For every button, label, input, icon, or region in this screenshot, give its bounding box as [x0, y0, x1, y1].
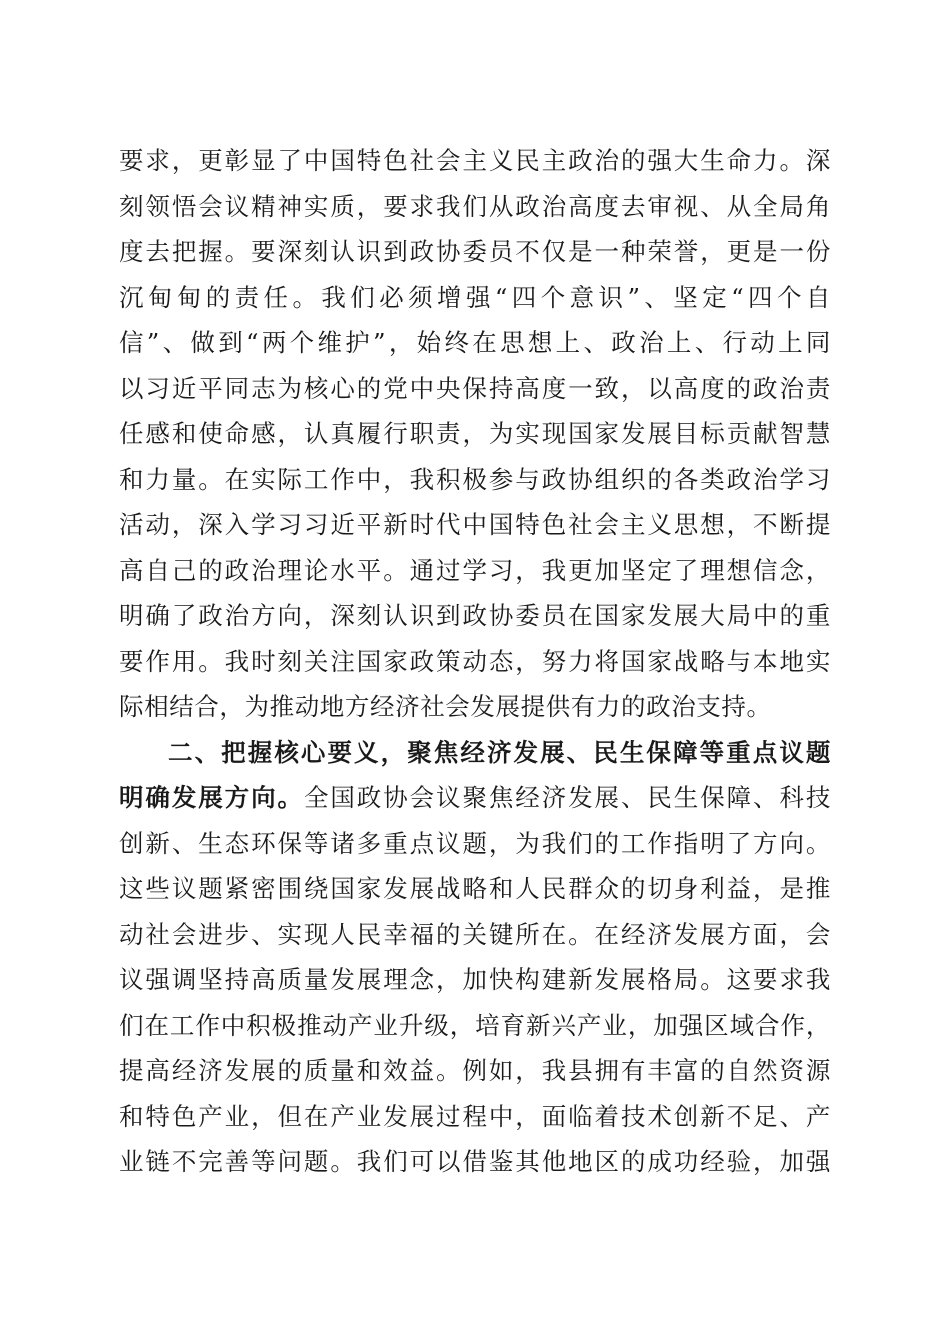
text-line: 和特色产业，但在产业发展过程中，面临着技术创新不足、产 — [119, 1101, 831, 1131]
text-line: 以习近平同志为核心的党中央保持高度一致，以高度的政治责 — [119, 373, 831, 403]
paragraph-2 — [119, 730, 831, 1185]
text-line: 们在工作中积极推动产业升级，培育新兴产业，加强区域合作， — [119, 1010, 831, 1040]
paragraph-1 — [119, 138, 831, 730]
text-line: 刻领悟会议精神实质，要求我们从政治高度去审视、从全局角 — [119, 191, 831, 221]
text-line: 度去把握。要深刻认识到政协委员不仅是一种荣誉，更是一份 — [119, 237, 831, 266]
text-line: 要求，更彰显了中国特色社会主义民主政治的强大生命力。深 — [119, 146, 831, 175]
text-line: 议强调坚持高质量发展理念，加快构建新发展格局。这要求我 — [119, 965, 831, 994]
text-line: 明确了政治方向，深刻认识到政协委员在国家发展大局中的重 — [119, 601, 831, 630]
section-heading-tail: 明确发展方向。 — [119, 783, 304, 812]
section-heading: 二、把握核心要义，聚焦经济发展、民生保障等重点议题 — [168, 737, 831, 767]
text-line: 际相结合，为推动地方经济社会发展提供有力的政治支持。 — [119, 692, 772, 721]
text-line: 沉甸甸的责任。我们必须增强“四个意识”、坚定“四个自 — [119, 282, 831, 312]
text-line: 高自己的政治理论水平。通过学习，我更加坚定了理想信念， — [119, 555, 831, 585]
text-line: 任感和使命感，认真履行职责，为实现国家发展目标贡献智慧 — [119, 419, 831, 448]
text-line: 要作用。我时刻关注国家政策动态，努力将国家战略与本地实 — [119, 646, 831, 676]
text-line: 这些议题紧密围绕国家发展战略和人民群众的切身利益，是推 — [119, 874, 831, 903]
text-line: 和力量。在实际工作中，我积极参与政协组织的各类政治学习 — [119, 464, 831, 494]
text-line — [119, 775, 831, 821]
text-line: 动社会进步、实现人民幸福的关键所在。在经济发展方面，会 — [119, 919, 831, 949]
text-line: 创新、生态环保等诸多重点议题，为我们的工作指明了方向。 — [119, 828, 831, 858]
text-line-rest: 全国政协会议聚焦经济发展、民生保障、科技 — [303, 783, 831, 812]
text-line: 信”、做到“两个维护”，始终在思想上、政治上、行动上同 — [119, 328, 831, 357]
text-line: 活动，深入学习习近平新时代中国特色社会主义思想，不断提 — [119, 510, 831, 539]
text-line: 业链不完善等问题。我们可以借鉴其他地区的成功经验，加强 — [119, 1147, 831, 1176]
text-line: 提高经济发展的质量和效益。例如，我县拥有丰富的自然资源 — [119, 1056, 831, 1085]
document-body — [119, 138, 831, 1185]
